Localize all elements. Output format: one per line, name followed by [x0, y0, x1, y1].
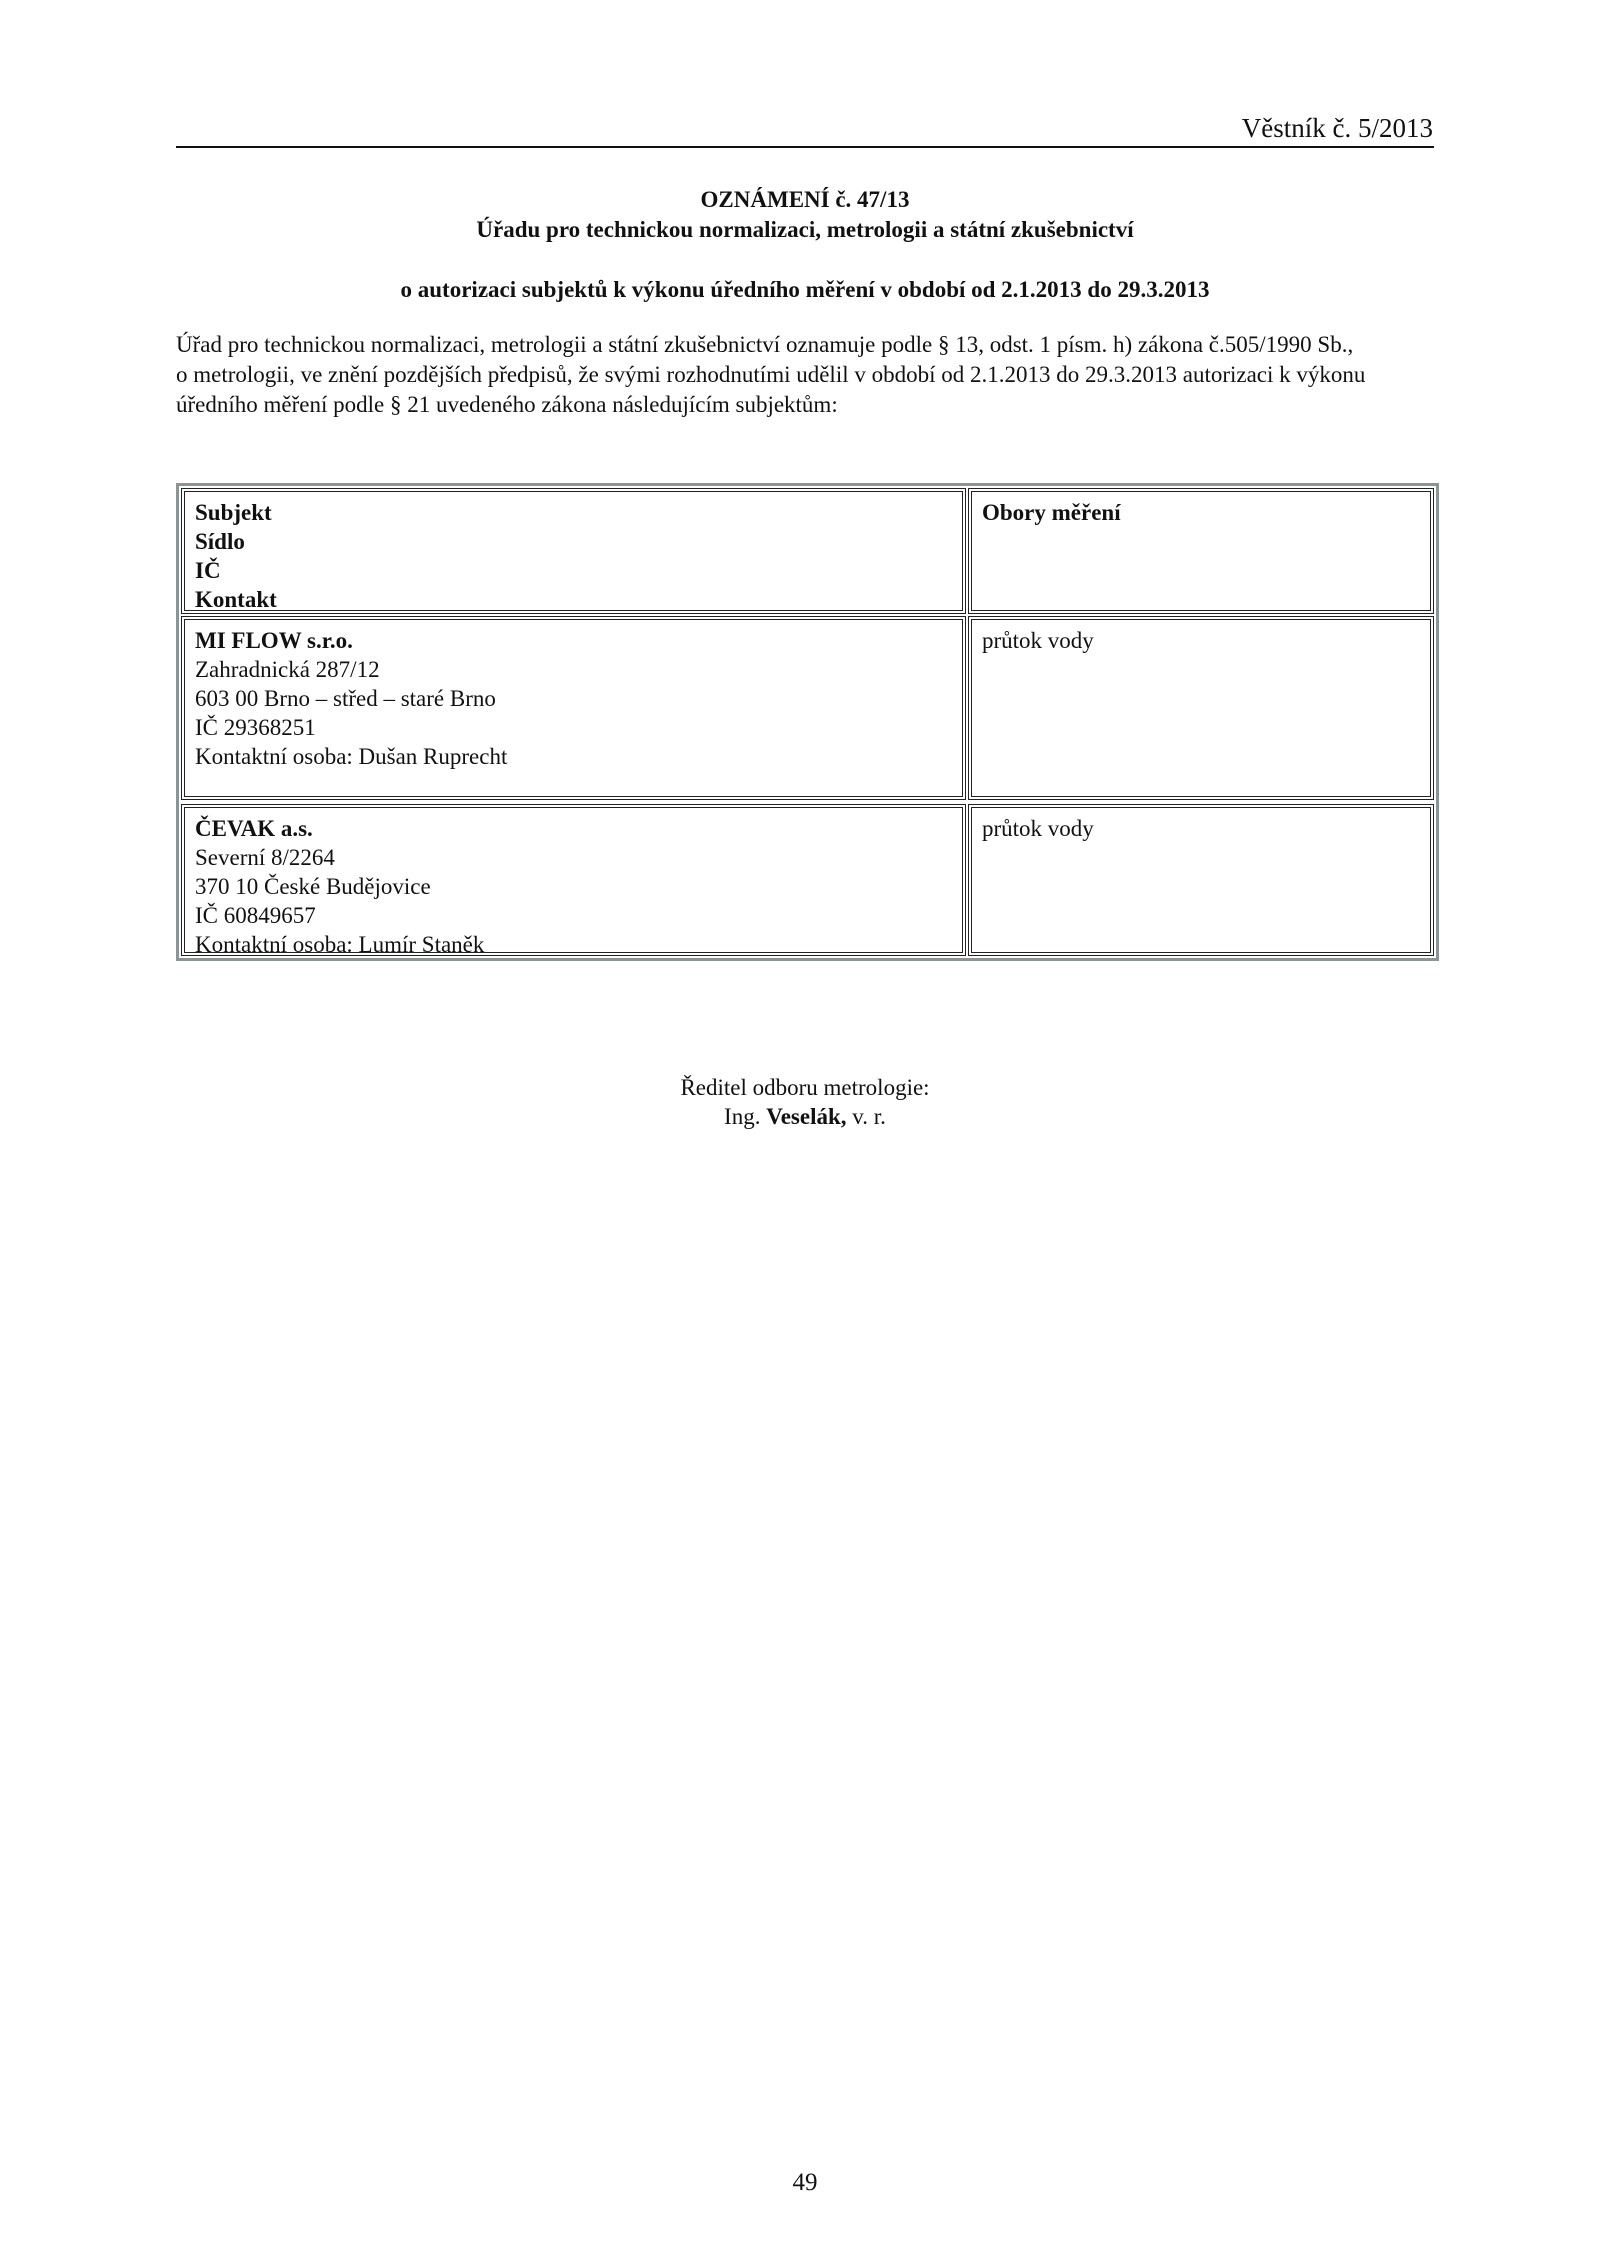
authorization-table [176, 483, 1439, 961]
notice-subtitle: o autorizaci subjektů k výkonu úředního měření v období od 2.1.2013 do 29.3.2013 [400, 277, 1210, 302]
subject-contact: Kontaktní osoba: Dušan Ruprecht [195, 744, 508, 769]
table-row [181, 616, 966, 800]
notice-number: OZNÁMENÍ č. 47/13 [700, 187, 910, 212]
signature-name: Veselák, [766, 1104, 847, 1129]
header-label-fields: Obory měření [982, 500, 1121, 525]
intro-line: o metrologii, ve znění pozdějších předpisů, že svými rozhodnutími udělil v období od 2.1.2013 do 29.3.2013 autorizaci k výkonu [176, 362, 1366, 387]
notice-issuer: Úřadu pro technickou normalizaci, metrologii a státní zkušebnictví [476, 217, 1134, 242]
header-label-ic: IČ [195, 558, 221, 583]
header-rule [176, 146, 1434, 148]
intro-paragraph [176, 330, 1434, 420]
measurement-field: průtok vody [982, 628, 1094, 653]
table-row-field [968, 616, 1434, 800]
intro-line: úředního měření podle § 21 uvedeného zákona následujícím subjektům: [176, 392, 838, 417]
subject-name: ČEVAK a.s. [195, 816, 313, 841]
subject-ic: IČ 60849657 [195, 903, 316, 928]
subject-address: Severní 8/2264 [195, 845, 335, 870]
notice-title [176, 185, 1434, 245]
header-label-subject: Subjekt [195, 500, 272, 525]
table-row-field [968, 804, 1434, 956]
publication-header: Věstník č. 5/2013 [1241, 113, 1433, 143]
signature-block [176, 1073, 1434, 1131]
measurement-field: průtok vody [982, 816, 1094, 841]
subject-city: 370 10 České Budějovice [195, 874, 431, 899]
subject-ic: IČ 29368251 [195, 715, 316, 740]
header-label-seat: Sídlo [195, 529, 245, 554]
page-number: 49 [792, 2169, 818, 2196]
subject-city: 603 00 Brno – střed – staré Brno [195, 686, 496, 711]
table-row [181, 804, 966, 956]
subject-address: Zahradnická 287/12 [195, 657, 380, 682]
intro-line: Úřad pro technickou normalizaci, metrologii a státní zkušebnictví oznamuje podle § 13, odst. 1 písm. h) zákona č.505/1990 Sb., [176, 332, 1354, 357]
signature-name-line [176, 1102, 1434, 1131]
signature-prefix: Ing. [724, 1104, 761, 1129]
header-label-contact: Kontakt [195, 587, 277, 612]
table-header-subject [181, 488, 966, 614]
table-header-fields [968, 488, 1434, 614]
subject-name: MI FLOW s.r.o. [195, 628, 353, 653]
signature-suffix: v. r. [852, 1104, 886, 1129]
signature-role: Ředitel odboru metrologie: [680, 1075, 930, 1100]
subject-contact: Kontaktní osoba: Lumír Staněk [195, 932, 485, 957]
